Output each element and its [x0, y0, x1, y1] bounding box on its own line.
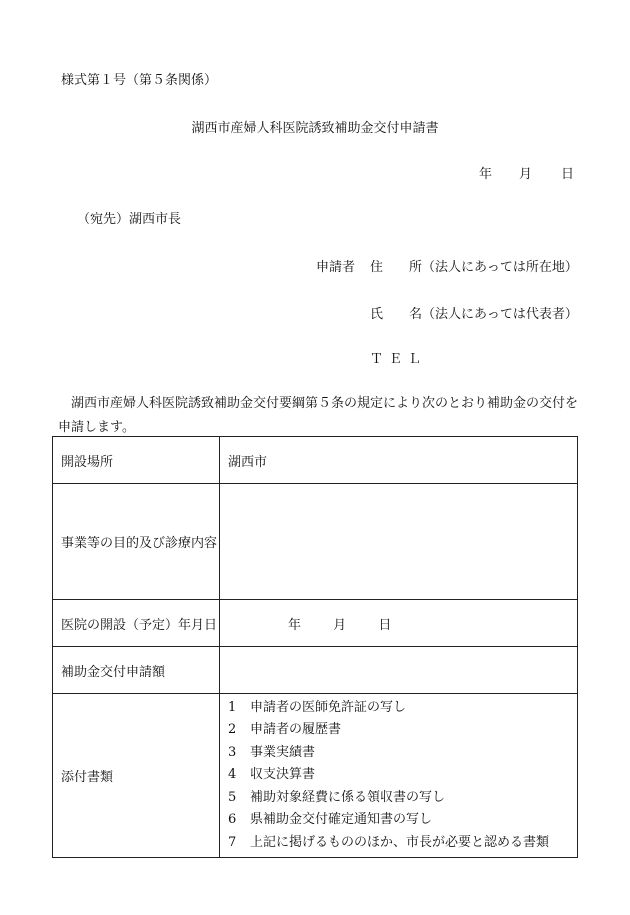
date-day-label: 日 [561, 167, 575, 182]
opening-date-value [220, 600, 578, 647]
table-row [53, 694, 578, 858]
form-number: 様式第１号（第５条関係） [61, 73, 218, 88]
tel-label: ＴＥＬ [370, 352, 428, 367]
application-table [52, 436, 578, 858]
document-title: 湖西市産婦人科医院誘致補助金交付申請書 [191, 121, 439, 136]
opening-date-day: 日 [378, 617, 392, 633]
list-item: 1 申請者の医師免許証の写し [228, 699, 407, 715]
table-row [53, 437, 578, 484]
address-note: （法人にあっては所在地） [422, 260, 578, 275]
row-label-attachments: 添付書類 [53, 694, 220, 858]
row-label-purpose: 事業等の目的及び診療内容 [53, 484, 220, 600]
applicant-tel-row [370, 348, 427, 367]
application-statement: 湖西市産婦人科医院誘致補助金交付要綱第５条の規定により次のとおり補助金の交付を申請します。 [58, 396, 579, 435]
name-note: （法人にあっては代表者） [422, 307, 578, 322]
table-row [53, 600, 578, 647]
address-label: 住 所 [370, 260, 423, 275]
purpose-value [220, 484, 578, 600]
name-label: 氏 名 [370, 307, 423, 322]
list-item: 3 事業実績書 [228, 744, 316, 760]
row-label-opening-date: 医院の開設（予定）年月日 [53, 600, 220, 647]
table-row [53, 647, 578, 694]
addressee: （宛先）湖西市長 [77, 212, 182, 227]
row-label-amount: 補助金交付申請額 [53, 647, 220, 694]
row-label-location: 開設場所 [53, 437, 220, 484]
list-item: 7 上記に掲げるもののほか、市長が必要と認める書類 [228, 834, 550, 850]
applicant-name-row [370, 303, 578, 322]
applicant-address-row [370, 256, 578, 275]
date-year-label: 年 [479, 167, 493, 182]
opening-date-month: 月 [333, 617, 347, 633]
list-item: 4 収支決算書 [228, 767, 316, 783]
date-month-label: 月 [519, 167, 533, 182]
list-item: 6 県補助金交付確定通知書の写し [228, 812, 433, 828]
applicant-label: 申請者 [316, 260, 356, 275]
list-item: 2 申請者の履歴書 [228, 722, 342, 738]
amount-value [220, 647, 578, 694]
list-item: 5 補助対象経費に係る領収書の写し [228, 789, 446, 805]
table-row [53, 484, 578, 600]
attachments-list [220, 694, 578, 858]
opening-date-year: 年 [288, 617, 302, 633]
location-value: 湖西市 [220, 437, 578, 484]
